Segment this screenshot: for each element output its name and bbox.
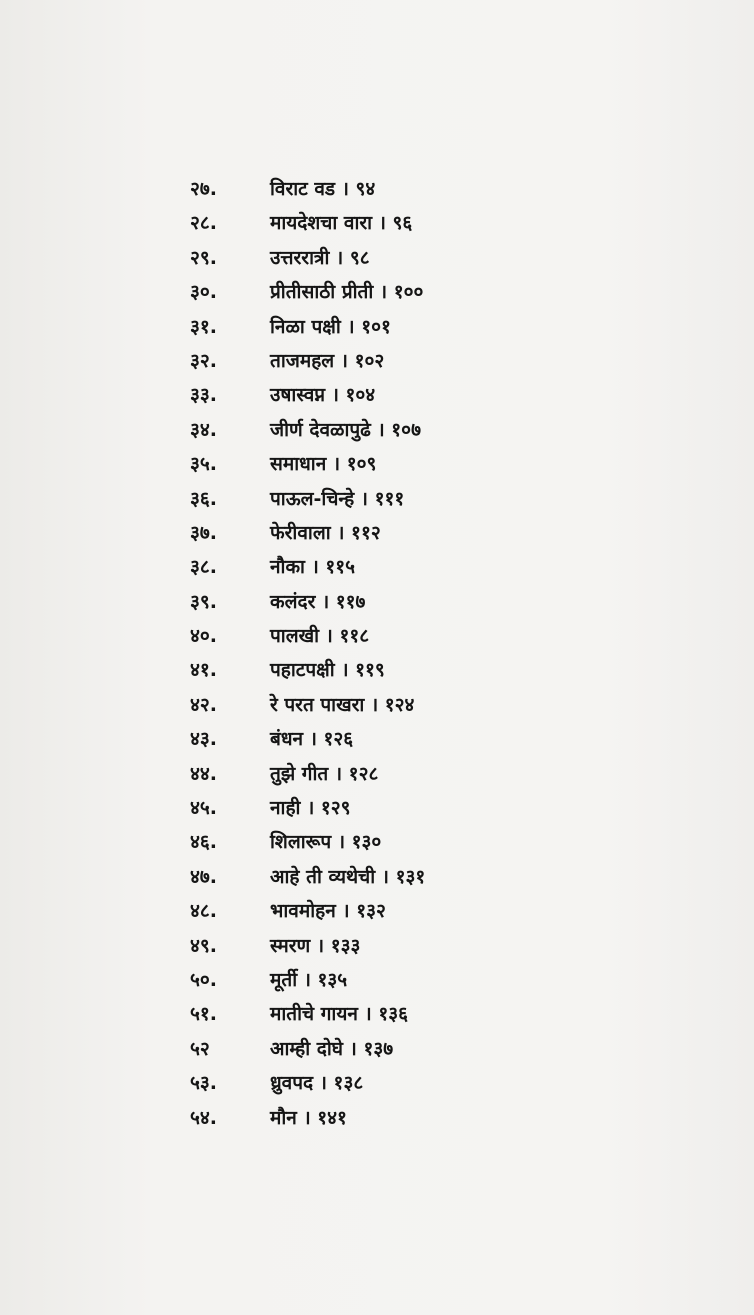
toc-entry-title: पाऊल-चिन्हे । १११ bbox=[270, 487, 405, 510]
toc-entry-number: २८. bbox=[190, 212, 217, 235]
toc-entry bbox=[190, 1032, 530, 1066]
toc-entry-number: ५२ bbox=[190, 1037, 210, 1060]
toc-entry bbox=[190, 997, 530, 1031]
toc-entry bbox=[190, 722, 530, 756]
toc-entry-title: समाधान । १०९ bbox=[270, 453, 377, 476]
toc-entry-number: ४६. bbox=[190, 831, 217, 854]
toc-entry bbox=[190, 963, 530, 997]
toc-entry bbox=[190, 206, 530, 240]
table-of-contents bbox=[190, 172, 530, 1135]
toc-entry bbox=[190, 791, 530, 825]
toc-entry-title: मायदेशचा वारा । ९६ bbox=[270, 212, 413, 235]
toc-entry bbox=[190, 688, 530, 722]
toc-entry-number: ४०. bbox=[190, 625, 217, 648]
toc-entry-number: २७. bbox=[190, 178, 217, 200]
toc-entry bbox=[190, 482, 530, 516]
toc-entry-number: ३४. bbox=[190, 418, 217, 441]
toc-entry bbox=[190, 550, 530, 584]
toc-entry bbox=[190, 653, 530, 687]
toc-entry bbox=[190, 860, 530, 894]
toc-entry-title: कलंदर । ११७ bbox=[270, 590, 366, 613]
toc-entry-title: शिलारूप । १३० bbox=[270, 831, 382, 854]
toc-entry bbox=[190, 378, 530, 412]
toc-entry bbox=[190, 894, 530, 928]
toc-entry bbox=[190, 172, 530, 206]
toc-entry-title: आहे ती व्यथेची । १३१ bbox=[270, 865, 426, 888]
toc-entry-title: मातीचे गायन । १३६ bbox=[270, 1003, 408, 1026]
toc-entry-title: प्रीतीसाठी प्रीती । १०० bbox=[270, 281, 424, 304]
toc-entry-number: ३०. bbox=[190, 281, 217, 304]
toc-entry-title: नौका । ११५ bbox=[270, 556, 356, 579]
toc-entry-number: ५३. bbox=[190, 1072, 217, 1095]
toc-entry-title: बंधन । १२६ bbox=[270, 728, 354, 751]
toc-entry-number: ४८. bbox=[190, 900, 217, 923]
toc-entry-number: २९. bbox=[190, 246, 217, 269]
toc-entry-number: ३३. bbox=[190, 384, 217, 407]
toc-entry-title: रे परत पाखरा । १२४ bbox=[270, 693, 415, 716]
toc-entry bbox=[190, 516, 530, 550]
toc-entry bbox=[190, 413, 530, 447]
toc-entry-number: ५१. bbox=[190, 1003, 217, 1026]
toc-entry-title: नाही । १२९ bbox=[270, 797, 351, 820]
toc-entry-number: ४५. bbox=[190, 797, 217, 820]
toc-entry-title: पहाटपक्षी । ११९ bbox=[270, 659, 385, 682]
toc-entry-number: ४९. bbox=[190, 934, 217, 957]
toc-entry-number: ३७. bbox=[190, 521, 217, 544]
toc-entry-number: ३९. bbox=[190, 590, 217, 613]
toc-entry bbox=[190, 757, 530, 791]
toc-entry bbox=[190, 585, 530, 619]
toc-entry-number: ३६. bbox=[190, 487, 217, 510]
toc-entry-number: ४४. bbox=[190, 762, 217, 785]
toc-entry-title: तुझे गीत । १२८ bbox=[270, 762, 379, 785]
toc-entry-number: ५०. bbox=[190, 968, 217, 991]
toc-entry-title: निळा पक्षी । १०१ bbox=[270, 315, 391, 338]
toc-entry-title: उषास्वप्न । १०४ bbox=[270, 384, 376, 407]
toc-entry-number: ३१. bbox=[190, 315, 217, 338]
toc-entry-number: ४२. bbox=[190, 693, 217, 716]
toc-entry-title: उत्तररात्री । ९८ bbox=[270, 246, 370, 269]
toc-entry bbox=[190, 929, 530, 963]
toc-entry-title: विराट वड । ९४ bbox=[270, 178, 376, 200]
toc-entry-number: ३२. bbox=[190, 349, 217, 372]
toc-entry-number: ३५. bbox=[190, 453, 217, 476]
toc-entry-title: भावमोहन । १३२ bbox=[270, 900, 386, 923]
toc-entry-title: फेरीवाला । ११२ bbox=[270, 521, 381, 544]
toc-entry bbox=[190, 241, 530, 275]
toc-entry bbox=[190, 619, 530, 653]
toc-entry-title: स्मरण । १३३ bbox=[270, 934, 361, 957]
toc-entry-title: ध्रुवपद । १३८ bbox=[270, 1072, 364, 1095]
toc-entry bbox=[190, 344, 530, 378]
toc-entry-title: जीर्ण देवळापुढे । १०७ bbox=[270, 418, 421, 441]
toc-entry bbox=[190, 310, 530, 344]
toc-entry-title: ताजमहल । १०२ bbox=[270, 349, 385, 372]
toc-entry bbox=[190, 1066, 530, 1100]
toc-entry-title: आम्ही दोघे । १३७ bbox=[270, 1037, 394, 1060]
toc-entry-number: ४१. bbox=[190, 659, 217, 682]
toc-entry bbox=[190, 447, 530, 481]
toc-entry bbox=[190, 1101, 530, 1135]
toc-entry-number: ४३. bbox=[190, 728, 217, 751]
toc-entry-number: ४७. bbox=[190, 865, 217, 888]
toc-entry-number: ५४. bbox=[190, 1106, 217, 1129]
toc-entry bbox=[190, 275, 530, 309]
toc-entry-number: ३८. bbox=[190, 556, 217, 579]
toc-entry-title: मूर्ती । १३५ bbox=[270, 968, 348, 991]
toc-entry-title: मौन । १४१ bbox=[270, 1106, 347, 1129]
toc-entry bbox=[190, 825, 530, 859]
toc-entry-title: पालखी । ११८ bbox=[270, 625, 370, 648]
